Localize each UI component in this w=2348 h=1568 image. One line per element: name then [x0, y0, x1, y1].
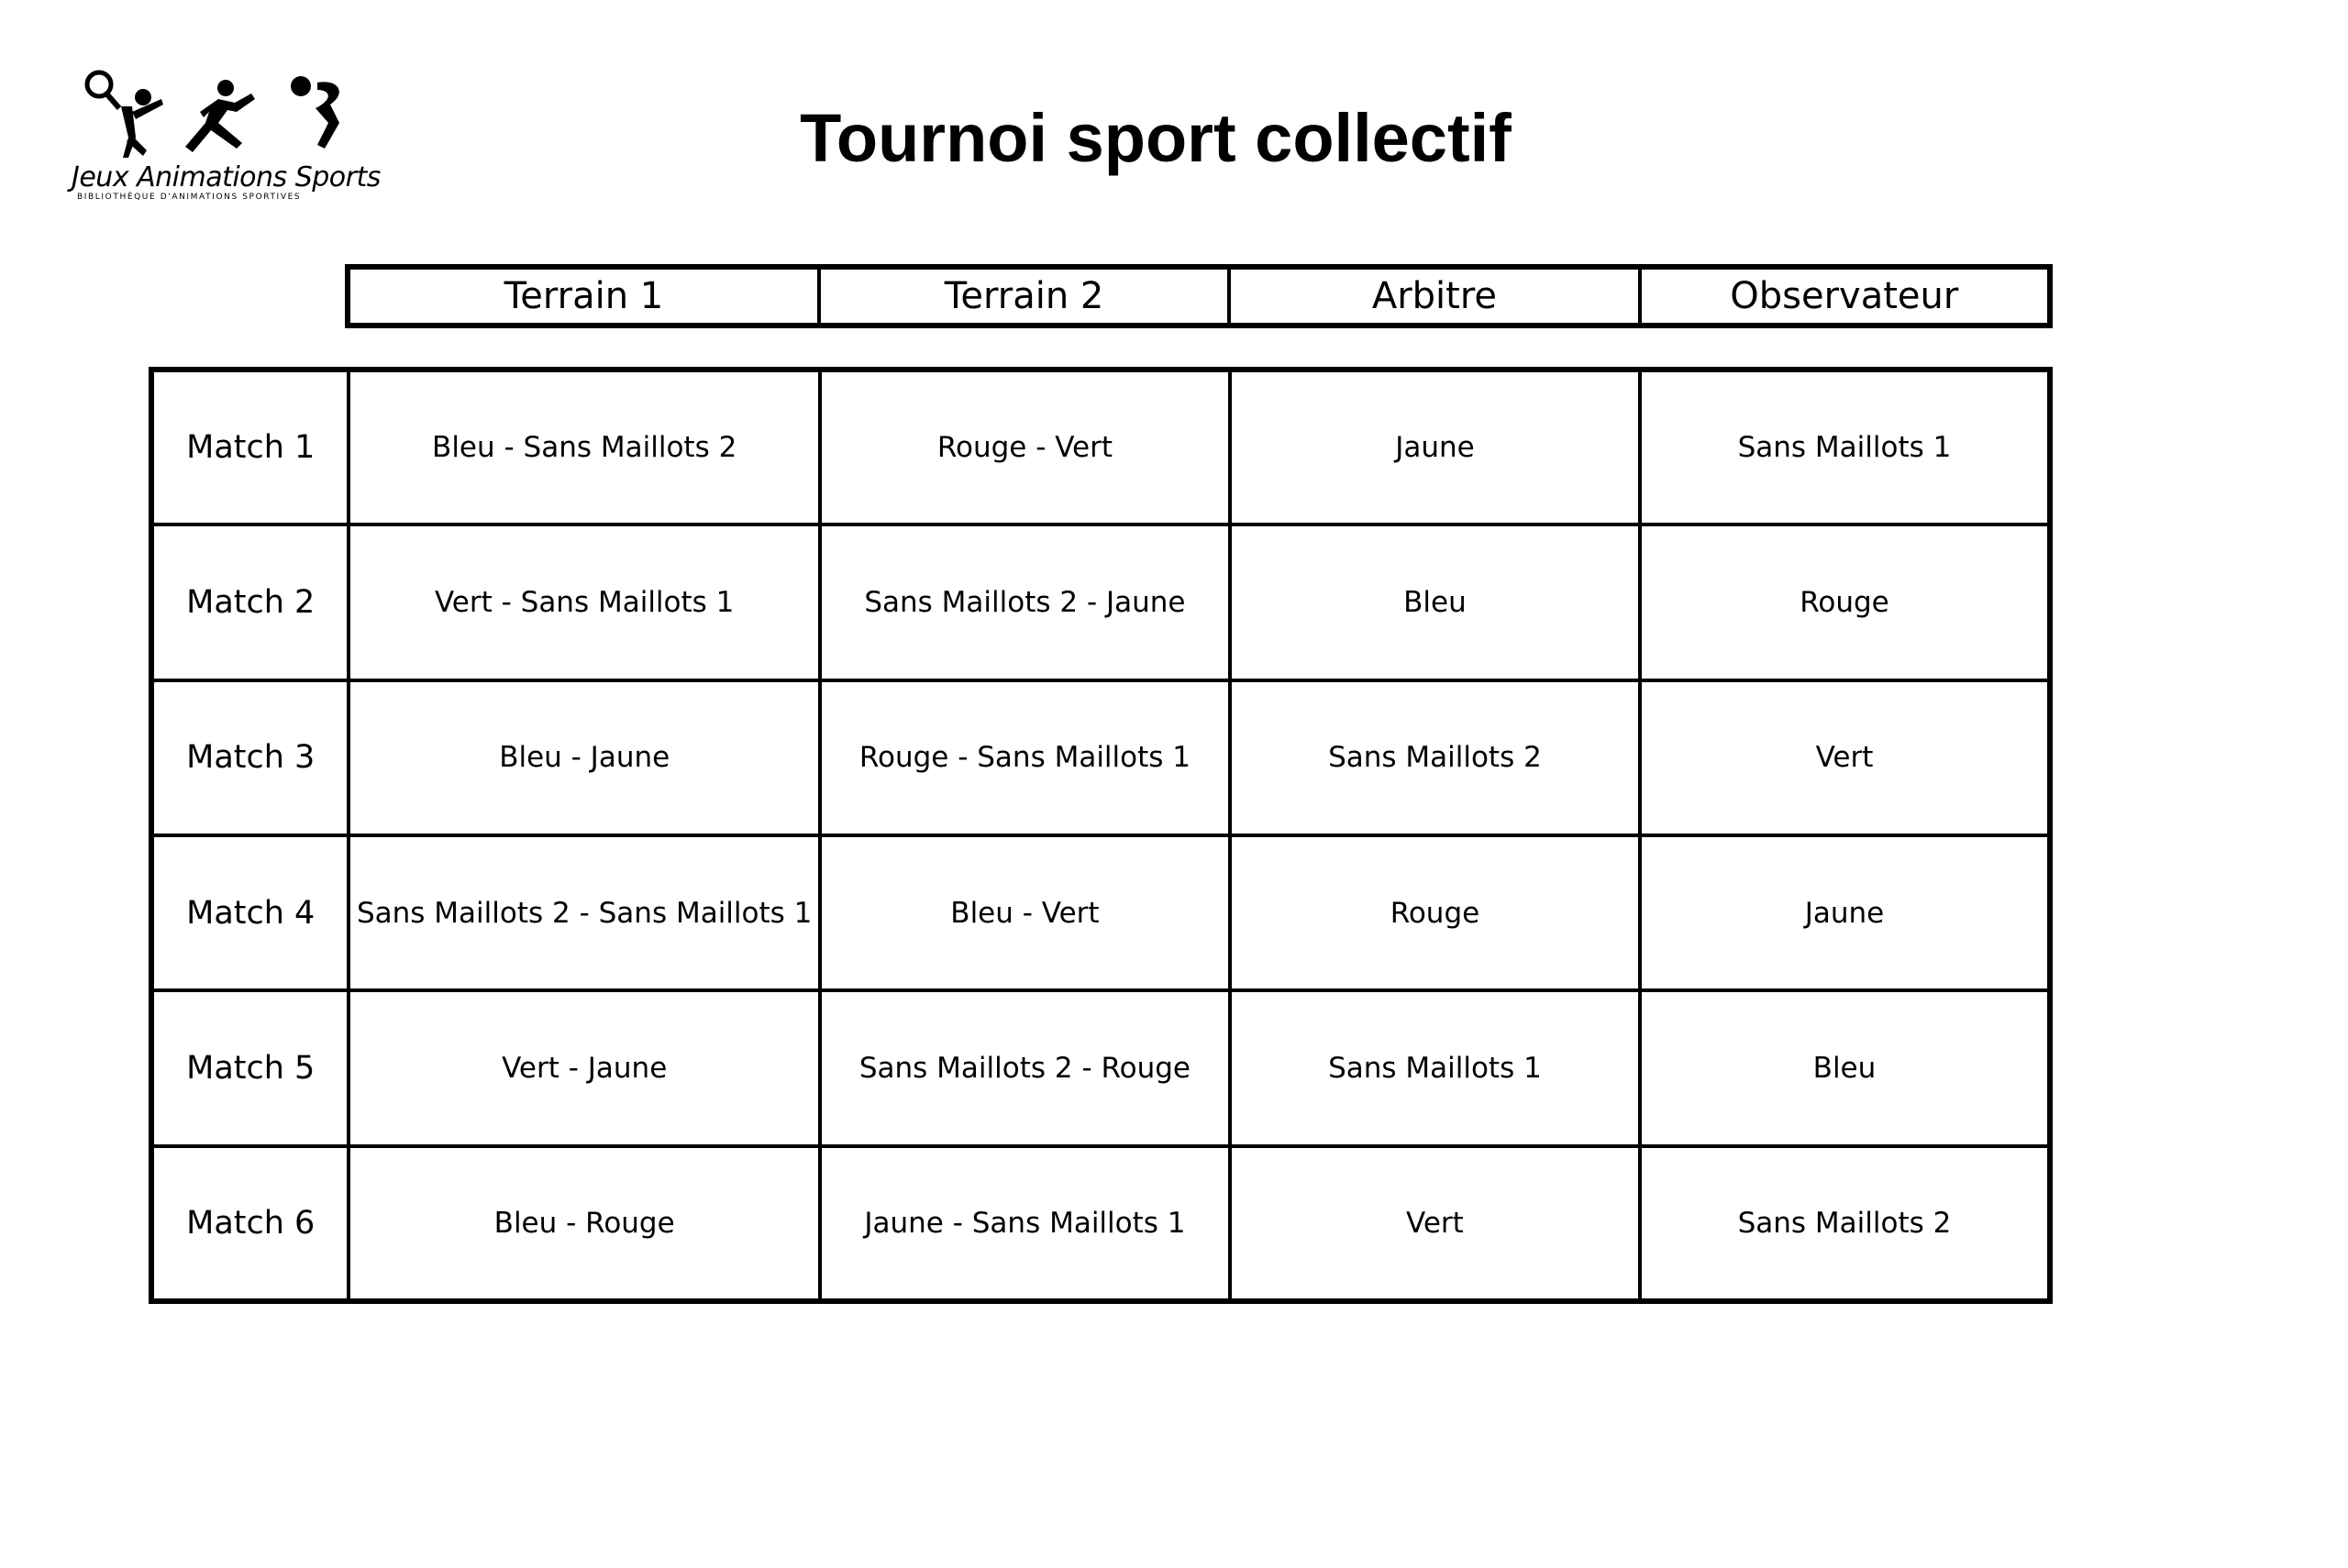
observateur-cell: Sans Maillots 1 [1640, 370, 2050, 525]
terrain-2-cell: Rouge - Vert [820, 370, 1230, 525]
terrain-1-cell: Bleu - Rouge [349, 1146, 819, 1301]
match-label: Match 4 [151, 835, 349, 990]
terrain-1-cell: Sans Maillots 2 - Sans Maillots 1 [349, 835, 819, 990]
column-header-arbitre: Arbitre [1229, 267, 1639, 326]
observateur-cell: Jaune [1640, 835, 2050, 990]
page-title: Tournoi sport collectif [800, 100, 1512, 176]
column-header-observateur: Observateur [1640, 267, 2050, 326]
arbitre-cell: Sans Maillots 2 [1230, 680, 1640, 835]
arbitre-cell: Bleu [1230, 525, 1640, 679]
logo-name: Jeux Animations Sports [72, 161, 381, 193]
arbitre-cell: Rouge [1230, 835, 1640, 990]
terrain-2-cell: Sans Maillots 2 - Rouge [820, 990, 1230, 1145]
terrain-2-cell: Rouge - Sans Maillots 1 [820, 680, 1230, 835]
observateur-cell: Bleu [1640, 990, 2050, 1145]
column-header-terrain-1: Terrain 1 [348, 267, 819, 326]
terrain-1-cell: Vert - Jaune [349, 990, 819, 1145]
match-schedule-table [149, 367, 2053, 1304]
table-row [151, 525, 2050, 679]
observateur-cell: Sans Maillots 2 [1640, 1146, 2050, 1301]
table-row [151, 835, 2050, 990]
terrain-2-cell: Bleu - Vert [820, 835, 1230, 990]
terrain-1-cell: Bleu - Sans Maillots 2 [349, 370, 819, 525]
table-row [151, 680, 2050, 835]
terrain-1-cell: Vert - Sans Maillots 1 [349, 525, 819, 679]
arbitre-cell: Sans Maillots 1 [1230, 990, 1640, 1145]
column-header-table [345, 264, 2053, 328]
match-label: Match 3 [151, 680, 349, 835]
terrain-2-cell: Jaune - Sans Maillots 1 [820, 1146, 1230, 1301]
header-row [348, 267, 2050, 326]
match-label: Match 2 [151, 525, 349, 679]
arbitre-cell: Vert [1230, 1146, 1640, 1301]
observateur-cell: Rouge [1640, 525, 2050, 679]
table-row [151, 990, 2050, 1145]
match-label: Match 1 [151, 370, 349, 525]
table-row [151, 1146, 2050, 1301]
terrain-2-cell: Sans Maillots 2 - Jaune [820, 525, 1230, 679]
arbitre-cell: Jaune [1230, 370, 1640, 525]
logo-subtitle: BIBLIOTHÈQUE D'ANIMATIONS SPORTIVES [77, 193, 302, 202]
terrain-1-cell: Bleu - Jaune [349, 680, 819, 835]
observateur-cell: Vert [1640, 680, 2050, 835]
match-label: Match 6 [151, 1146, 349, 1301]
table-row [151, 370, 2050, 525]
column-header-terrain-2: Terrain 2 [819, 267, 1229, 326]
match-label: Match 5 [151, 990, 349, 1145]
